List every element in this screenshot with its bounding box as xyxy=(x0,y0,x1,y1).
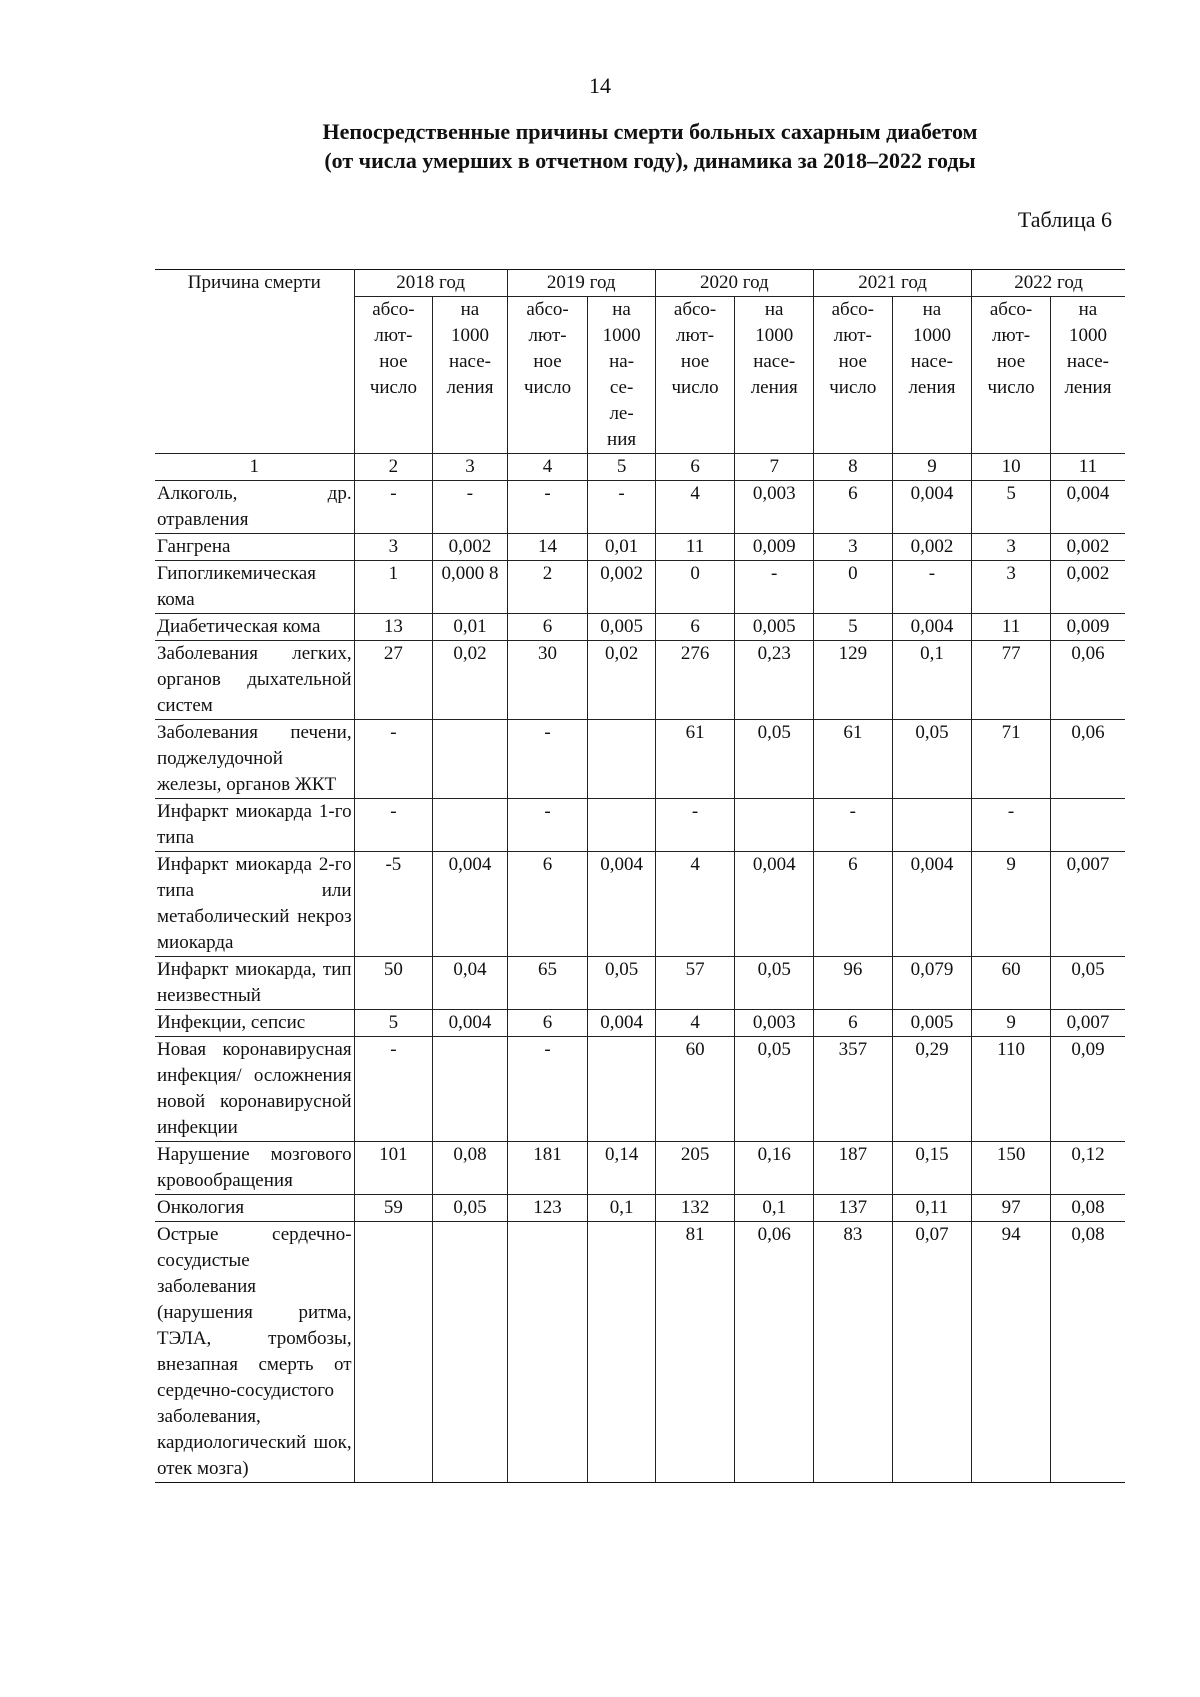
table-body xyxy=(155,454,1125,1483)
value-cell: 181 xyxy=(507,1142,588,1195)
column-number: 2 xyxy=(354,454,433,481)
header-per-1000-line: 1000 xyxy=(602,325,641,346)
value-cell: - xyxy=(354,799,433,852)
table-row xyxy=(155,1037,1125,1142)
value-cell xyxy=(354,1222,433,1483)
column-number: 6 xyxy=(655,454,735,481)
value-cell: 357 xyxy=(814,1037,893,1142)
value-cell: 13 xyxy=(354,614,433,641)
column-number: 10 xyxy=(972,454,1051,481)
header-abs-line: число xyxy=(369,377,417,398)
header-per-1000-line: на- xyxy=(609,351,635,372)
value-cell: - xyxy=(892,561,972,614)
header-abs-number xyxy=(972,297,1051,454)
value-cell xyxy=(433,799,508,852)
table-label: Таблица 6 xyxy=(1017,207,1112,232)
value-cell: 129 xyxy=(814,641,893,720)
value-cell: 0,002 xyxy=(588,561,655,614)
header-abs-line: лют- xyxy=(374,325,413,346)
value-cell xyxy=(433,720,508,799)
value-cell: 0,004 xyxy=(1050,481,1125,534)
header-per-1000-line: ния xyxy=(607,429,637,450)
table-row xyxy=(155,534,1125,561)
table-row xyxy=(155,852,1125,957)
value-cell: 0,29 xyxy=(892,1037,972,1142)
header-per-1000-line: се- xyxy=(609,377,634,398)
value-cell xyxy=(588,799,655,852)
column-number: 3 xyxy=(433,454,508,481)
value-cell: - xyxy=(354,720,433,799)
cause-cell: Гангрена xyxy=(155,534,354,561)
cause-cell: Нарушение мозгового кровообращения xyxy=(155,1142,354,1195)
value-cell xyxy=(588,720,655,799)
header-cause: Причина смерти xyxy=(155,270,354,454)
value-cell: 97 xyxy=(972,1195,1051,1222)
cause-cell: Острые сердечно-сосудистые заболевания (нарушения ритма, ТЭЛА, тромбозы, внезапная смерть от сердечно-сосудистого заболевания, кардиологический шок, отек мозга) xyxy=(155,1222,354,1483)
header-per-1000-line: ления xyxy=(750,377,798,398)
table-row xyxy=(155,1142,1125,1195)
value-cell: 0,005 xyxy=(588,614,655,641)
header-per-1000-line: ления xyxy=(908,377,956,398)
header-per-1000 xyxy=(735,297,814,454)
column-number: 1 xyxy=(155,454,354,481)
cause-cell: Заболевания печени, поджелудочной железы, органов ЖКТ xyxy=(155,720,354,799)
value-cell: 6 xyxy=(655,614,735,641)
header-abs-number xyxy=(655,297,735,454)
value-cell: 0,004 xyxy=(433,852,508,957)
value-cell: 0,07 xyxy=(892,1222,972,1483)
cause-cell: Диабетическая кома xyxy=(155,614,354,641)
causes-of-death-table xyxy=(155,269,1125,1483)
value-cell: 9 xyxy=(972,1010,1051,1037)
value-cell: 61 xyxy=(655,720,735,799)
header-per-1000-line: на xyxy=(1078,299,1098,320)
value-cell: 3 xyxy=(814,534,893,561)
header-per-1000 xyxy=(588,297,655,454)
value-cell: 0,000 8 xyxy=(433,561,508,614)
table-row xyxy=(155,481,1125,534)
value-cell: - xyxy=(507,720,588,799)
value-cell: 59 xyxy=(354,1195,433,1222)
value-cell: 150 xyxy=(972,1142,1051,1195)
value-cell: 0,05 xyxy=(892,720,972,799)
header-per-1000-line: 1000 xyxy=(912,325,951,346)
header-per-1000-line: насе- xyxy=(910,351,953,372)
value-cell xyxy=(735,799,814,852)
value-cell: - xyxy=(354,481,433,534)
value-cell: 0,23 xyxy=(735,641,814,720)
table-row xyxy=(155,1010,1125,1037)
value-cell: - xyxy=(507,481,588,534)
value-cell: 137 xyxy=(814,1195,893,1222)
table-row xyxy=(155,641,1125,720)
header-abs-line: ное xyxy=(996,351,1026,372)
header-abs-line: абсо- xyxy=(526,299,569,320)
value-cell: 5 xyxy=(814,614,893,641)
column-number: 8 xyxy=(814,454,893,481)
value-cell: 6 xyxy=(507,614,588,641)
value-cell: 0,009 xyxy=(1050,614,1125,641)
value-cell: 0,05 xyxy=(588,957,655,1010)
table-row xyxy=(155,614,1125,641)
value-cell: 205 xyxy=(655,1142,735,1195)
value-cell: 0,05 xyxy=(735,957,814,1010)
value-cell: 0,05 xyxy=(433,1195,508,1222)
header-per-1000 xyxy=(1050,297,1125,454)
header-per-1000-line: на xyxy=(460,299,480,320)
value-cell: 6 xyxy=(814,852,893,957)
header-year-2019: 2019 год xyxy=(507,270,655,297)
header-abs-line: число xyxy=(523,377,572,398)
table-row xyxy=(155,1222,1125,1483)
header-per-1000-line: ления xyxy=(1064,377,1112,398)
header-per-1000-line: 1000 xyxy=(450,325,489,346)
value-cell: 3 xyxy=(972,561,1051,614)
value-cell: 0,02 xyxy=(433,641,508,720)
header-abs-number xyxy=(507,297,588,454)
value-cell: -5 xyxy=(354,852,433,957)
value-cell: 0,004 xyxy=(588,1010,655,1037)
value-cell: 4 xyxy=(655,852,735,957)
value-cell: - xyxy=(972,799,1051,852)
table-row xyxy=(155,1195,1125,1222)
value-cell: 0,003 xyxy=(735,481,814,534)
header-row-years xyxy=(155,270,1125,297)
table-row xyxy=(155,561,1125,614)
value-cell: 0,01 xyxy=(588,534,655,561)
column-number: 11 xyxy=(1050,454,1125,481)
value-cell xyxy=(433,1037,508,1142)
value-cell: 77 xyxy=(972,641,1051,720)
header-per-1000-line: на xyxy=(922,299,942,320)
table-row xyxy=(155,720,1125,799)
value-cell: 0,002 xyxy=(433,534,508,561)
value-cell: 0,01 xyxy=(433,614,508,641)
value-cell: 0,004 xyxy=(433,1010,508,1037)
header-abs-number xyxy=(814,297,893,454)
value-cell: 71 xyxy=(972,720,1051,799)
value-cell: 0,05 xyxy=(735,1037,814,1142)
value-cell: - xyxy=(507,1037,588,1142)
value-cell: 0,002 xyxy=(1050,561,1125,614)
value-cell: 0,06 xyxy=(735,1222,814,1483)
value-cell: 14 xyxy=(507,534,588,561)
value-cell: 6 xyxy=(507,1010,588,1037)
value-cell: - xyxy=(588,481,655,534)
header-abs-line: лют- xyxy=(992,325,1031,346)
header-per-1000-line: на xyxy=(612,299,631,320)
value-cell: 0,15 xyxy=(892,1142,972,1195)
value-cell: 0,009 xyxy=(735,534,814,561)
page-number: 14 xyxy=(589,73,611,98)
header-year-2021: 2021 год xyxy=(814,270,972,297)
value-cell: 0,08 xyxy=(1050,1222,1125,1483)
value-cell: 94 xyxy=(972,1222,1051,1483)
header-per-1000-line: 1000 xyxy=(755,325,794,346)
value-cell: 0,05 xyxy=(1050,957,1125,1010)
value-cell: 83 xyxy=(814,1222,893,1483)
value-cell: 50 xyxy=(354,957,433,1010)
value-cell: 65 xyxy=(507,957,588,1010)
column-number: 4 xyxy=(507,454,588,481)
header-abs-line: ное xyxy=(379,351,408,372)
column-number-row xyxy=(155,454,1125,481)
value-cell: 61 xyxy=(814,720,893,799)
value-cell: 123 xyxy=(507,1195,588,1222)
value-cell: 0,08 xyxy=(1050,1195,1125,1222)
value-cell: 60 xyxy=(655,1037,735,1142)
column-number: 7 xyxy=(735,454,814,481)
value-cell: - xyxy=(735,561,814,614)
header-abs-line: абсо- xyxy=(372,299,415,320)
value-cell: - xyxy=(507,799,588,852)
value-cell: 0,09 xyxy=(1050,1037,1125,1142)
value-cell: 6 xyxy=(814,1010,893,1037)
value-cell xyxy=(588,1222,655,1483)
value-cell: 132 xyxy=(655,1195,735,1222)
header-year-2020: 2020 год xyxy=(655,270,813,297)
value-cell: 3 xyxy=(972,534,1051,561)
value-cell: 0,06 xyxy=(1050,720,1125,799)
value-cell: 0,004 xyxy=(735,852,814,957)
value-cell: 5 xyxy=(972,481,1051,534)
cause-cell: Гипогликемическая кома xyxy=(155,561,354,614)
header-per-1000-line: насе- xyxy=(448,351,491,372)
value-cell: 0,11 xyxy=(892,1195,972,1222)
value-cell: 4 xyxy=(655,1010,735,1037)
value-cell xyxy=(892,799,972,852)
value-cell: 60 xyxy=(972,957,1051,1010)
title-line-1: Непосредственные причины смерти больных сахарным диабетом xyxy=(322,119,978,144)
cause-cell: Заболевания легких, органов дыхательной систем xyxy=(155,641,354,720)
value-cell: 0,004 xyxy=(892,481,972,534)
value-cell: 0,079 xyxy=(892,957,972,1010)
value-cell: 9 xyxy=(972,852,1051,957)
cause-cell: Инфаркт миокарда 1-го типа xyxy=(155,799,354,852)
value-cell: 0,06 xyxy=(1050,641,1125,720)
header-abs-line: ное xyxy=(533,351,562,372)
value-cell: 0,004 xyxy=(588,852,655,957)
page-title xyxy=(150,117,1150,175)
value-cell: 0,16 xyxy=(735,1142,814,1195)
header-abs-line: абсо- xyxy=(989,299,1033,320)
value-cell: 0,02 xyxy=(588,641,655,720)
value-cell: 0,005 xyxy=(735,614,814,641)
value-cell: 0 xyxy=(814,561,893,614)
value-cell: 11 xyxy=(655,534,735,561)
header-abs-line: абсо- xyxy=(831,299,874,320)
value-cell: 0,003 xyxy=(735,1010,814,1037)
cause-cell: Инфекции, сепсис xyxy=(155,1010,354,1037)
value-cell: 57 xyxy=(655,957,735,1010)
table-row xyxy=(155,799,1125,852)
value-cell: 0,004 xyxy=(892,852,972,957)
value-cell: 27 xyxy=(354,641,433,720)
column-number: 9 xyxy=(892,454,972,481)
value-cell: 0,1 xyxy=(735,1195,814,1222)
header-per-1000-line: ле- xyxy=(609,403,634,424)
value-cell: 187 xyxy=(814,1142,893,1195)
value-cell: 6 xyxy=(814,481,893,534)
value-cell: 3 xyxy=(354,534,433,561)
value-cell: 0,002 xyxy=(892,534,972,561)
cause-cell: Инфаркт миокарда, тип неизвестный xyxy=(155,957,354,1010)
cause-cell: Алкоголь, др. отравления xyxy=(155,481,354,534)
cause-cell: Новая коронавирусная инфекция/ осложнения новой коронавирусной инфекции xyxy=(155,1037,354,1142)
value-cell: 0,04 xyxy=(433,957,508,1010)
value-cell: 0,1 xyxy=(892,641,972,720)
value-cell: - xyxy=(354,1037,433,1142)
value-cell: 0,12 xyxy=(1050,1142,1125,1195)
value-cell: 110 xyxy=(972,1037,1051,1142)
value-cell: 276 xyxy=(655,641,735,720)
value-cell: 5 xyxy=(354,1010,433,1037)
header-abs-line: лют- xyxy=(528,325,567,346)
value-cell: - xyxy=(814,799,893,852)
column-number: 5 xyxy=(588,454,655,481)
value-cell xyxy=(433,1222,508,1483)
value-cell: 81 xyxy=(655,1222,735,1483)
table-header xyxy=(155,270,1125,454)
value-cell: 4 xyxy=(655,481,735,534)
header-per-1000-line: насе- xyxy=(1066,351,1109,372)
header-per-1000 xyxy=(892,297,972,454)
value-cell: - xyxy=(433,481,508,534)
value-cell: 11 xyxy=(972,614,1051,641)
table-row xyxy=(155,957,1125,1010)
value-cell: 0 xyxy=(655,561,735,614)
value-cell xyxy=(1050,799,1125,852)
value-cell: 0,004 xyxy=(892,614,972,641)
header-per-1000 xyxy=(433,297,508,454)
value-cell: 96 xyxy=(814,957,893,1010)
title-line-2: (от числа умерших в отчетном году), динамика за 2018–2022 годы xyxy=(324,148,976,173)
header-abs-line: абсо- xyxy=(673,299,717,320)
value-cell: 0,005 xyxy=(892,1010,972,1037)
header-abs-line: число xyxy=(671,377,719,398)
header-year-2018: 2018 год xyxy=(354,270,507,297)
value-cell: 30 xyxy=(507,641,588,720)
header-abs-line: лют- xyxy=(676,325,715,346)
value-cell: 0,08 xyxy=(433,1142,508,1195)
value-cell: 2 xyxy=(507,561,588,614)
cause-cell: Инфаркт миокарда 2-го типа или метаболический некроз миокарда xyxy=(155,852,354,957)
value-cell: 0,1 xyxy=(588,1195,655,1222)
header-abs-number xyxy=(354,297,433,454)
header-per-1000-line: насе- xyxy=(753,351,796,372)
value-cell xyxy=(507,1222,588,1483)
header-year-2022: 2022 год xyxy=(972,270,1125,297)
value-cell: 0,05 xyxy=(735,720,814,799)
value-cell: 0,007 xyxy=(1050,852,1125,957)
header-abs-line: число xyxy=(987,377,1035,398)
header-per-1000-line: ления xyxy=(446,377,494,398)
value-cell: 1 xyxy=(354,561,433,614)
value-cell: 101 xyxy=(354,1142,433,1195)
value-cell: - xyxy=(655,799,735,852)
header-abs-line: ное xyxy=(838,351,867,372)
header-abs-line: ное xyxy=(680,351,710,372)
value-cell: 6 xyxy=(507,852,588,957)
value-cell: 0,007 xyxy=(1050,1010,1125,1037)
value-cell: 0,002 xyxy=(1050,534,1125,561)
value-cell: 0,14 xyxy=(588,1142,655,1195)
header-abs-line: лют- xyxy=(833,325,872,346)
cause-cell: Онкология xyxy=(155,1195,354,1222)
value-cell xyxy=(588,1037,655,1142)
header-per-1000-line: 1000 xyxy=(1068,325,1107,346)
header-per-1000-line: на xyxy=(764,299,784,320)
header-abs-line: число xyxy=(829,377,877,398)
